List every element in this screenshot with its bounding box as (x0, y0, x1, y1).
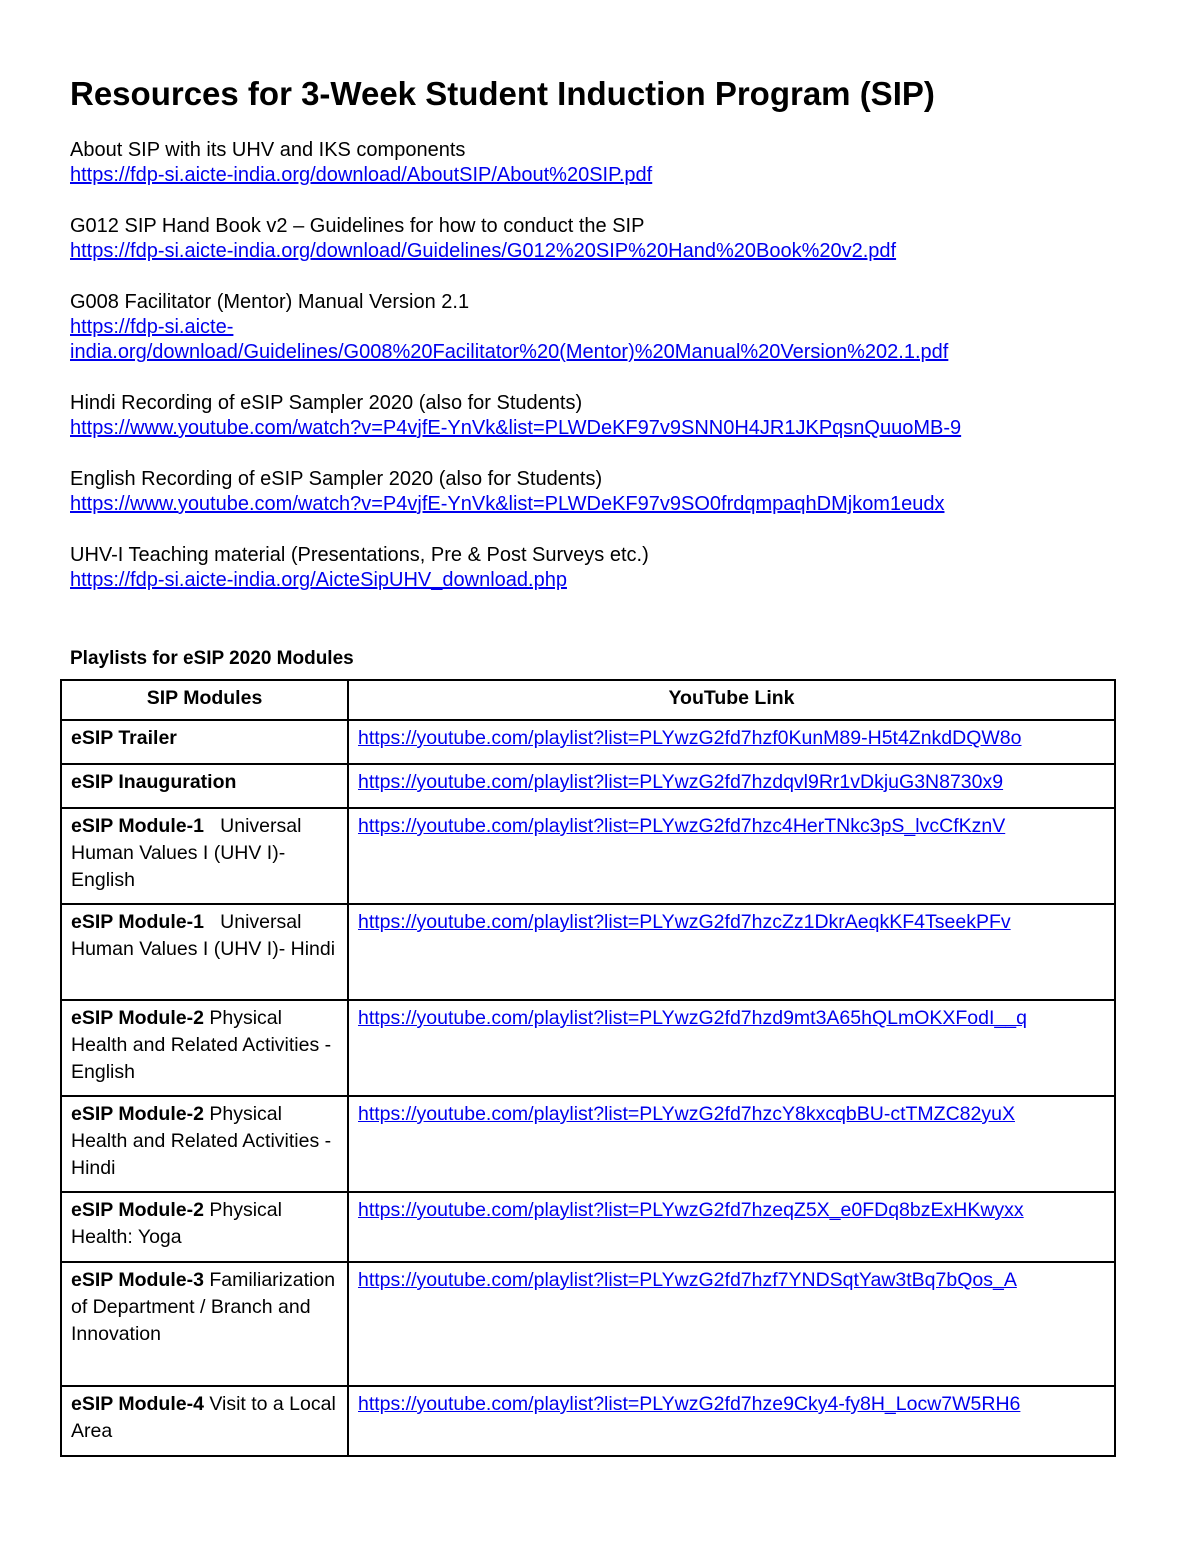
resource-link-line-2[interactable]: india.org/download/Guidelines/G008%20Facilitator%20(Mentor)%20Manual%20Version%202.1.pdf (70, 341, 949, 363)
module-description: Physical Health: Yoga (71, 1199, 288, 1248)
link-cell (348, 1262, 1115, 1386)
resource-title: About SIP with its UHV and IKS components (70, 139, 466, 161)
resource-link[interactable]: https://fdp-si.aicte-india.org/download/AboutSIP/About%20SIP.pdf (70, 164, 653, 186)
module-name: eSIP Inauguration (71, 771, 237, 793)
resource-link-line-1[interactable]: https://fdp-si.aicte- (70, 316, 234, 338)
module-name: eSIP Module-1 (71, 911, 204, 933)
resource-handbook (70, 214, 1130, 264)
link-cell (348, 1386, 1115, 1456)
table-row (61, 764, 1115, 808)
resource-about-sip (70, 138, 1130, 188)
module-cell (61, 720, 348, 764)
link-cell (348, 1096, 1115, 1192)
module-cell (61, 764, 348, 808)
module-cell (61, 1262, 348, 1386)
link-cell (348, 808, 1115, 904)
module-cell (61, 1096, 348, 1192)
module-name: eSIP Module-2 (71, 1103, 204, 1125)
playlist-link[interactable]: https://youtube.com/playlist?list=PLYwzG2fd7hze9Cky4-fy8H_Locw7W5RH6 (358, 1393, 1021, 1415)
module-description: Familiarization of Department / Branch and Innovation (71, 1269, 341, 1345)
resource-title: G008 Facilitator (Mentor) Manual Version 2.1 (70, 291, 470, 313)
link-cell (348, 1192, 1115, 1262)
resource-uhv-material (70, 543, 1130, 593)
module-name: eSIP Module-2 (71, 1007, 204, 1029)
playlist-link[interactable]: https://youtube.com/playlist?list=PLYwzG2fd7hzcZz1DkrAeqkKF4TseekPFv (358, 911, 1011, 933)
table-row (61, 1192, 1115, 1262)
module-name: eSIP Trailer (71, 727, 177, 749)
table-row (61, 1262, 1115, 1386)
link-cell (348, 904, 1115, 1000)
resource-title: UHV-I Teaching material (Presentations, Pre & Post Surveys etc.) (70, 544, 649, 566)
table-row (61, 720, 1115, 764)
module-cell (61, 1000, 348, 1096)
module-description: Physical Health and Related Activities - English (71, 1007, 337, 1083)
module-name: eSIP Module-1 (71, 815, 204, 837)
link-cell (348, 764, 1115, 808)
resource-title: G012 SIP Hand Book v2 – Guidelines for how to conduct the SIP (70, 215, 645, 237)
resource-title: Hindi Recording of eSIP Sampler 2020 (also for Students) (70, 392, 583, 414)
module-description: Universal Human Values I (UHV I)- English (71, 815, 307, 891)
playlists-table (60, 679, 1116, 1457)
module-description: Physical Health and Related Activities - Hindi (71, 1103, 337, 1179)
playlists-heading: Playlists for eSIP 2020 Modules (70, 648, 354, 669)
playlist-link[interactable]: https://youtube.com/playlist?list=PLYwzG2fd7hzd9mt3A65hQLmOKXFodI__q (358, 1007, 1027, 1029)
table-row (61, 904, 1115, 1000)
resource-link[interactable]: https://www.youtube.com/watch?v=P4vjfE-YnVk&list=PLWDeKF97v9SO0frdqmpaqhDMjkom1eudx (70, 493, 945, 515)
playlist-link[interactable]: https://youtube.com/playlist?list=PLYwzG2fd7hzcY8kxcqbBU-ctTMZC82yuX (358, 1103, 1015, 1125)
column-header-modules: SIP Modules (61, 680, 348, 720)
playlist-link[interactable]: https://youtube.com/playlist?list=PLYwzG2fd7hzc4HerTNkc3pS_lvcCfKznV (358, 815, 1006, 837)
module-name: eSIP Module-3 (71, 1269, 204, 1291)
module-cell (61, 808, 348, 904)
playlist-link[interactable]: https://youtube.com/playlist?list=PLYwzG2fd7hzeqZ5X_e0FDq8bzExHKwyxx (358, 1199, 1024, 1221)
table-header-row (61, 680, 1115, 720)
resource-link[interactable]: https://www.youtube.com/watch?v=P4vjfE-YnVk&list=PLWDeKF97v9SNN0H4JR1JKPqsnQuuoMB-9 (70, 417, 962, 439)
resource-facilitator-manual (70, 290, 1130, 365)
resource-link[interactable]: https://fdp-si.aicte-india.org/download/Guidelines/G012%20SIP%20Hand%20Book%20v2.pdf (70, 240, 897, 262)
module-name: eSIP Module-4 (71, 1393, 204, 1415)
table-row (61, 808, 1115, 904)
table-row (61, 1386, 1115, 1456)
link-cell (348, 720, 1115, 764)
module-description: Visit to a Local Area (71, 1393, 341, 1442)
module-name: eSIP Module-2 (71, 1199, 204, 1221)
page-title: Resources for 3-Week Student Induction Program (SIP) (70, 75, 935, 112)
resource-link[interactable]: https://fdp-si.aicte-india.org/AicteSipUHV_download.php (70, 569, 567, 591)
module-cell (61, 1192, 348, 1262)
playlist-link[interactable]: https://youtube.com/playlist?list=PLYwzG2fd7hzf0KunM89-H5t4ZnkdDQW8o (358, 727, 1022, 749)
module-description: Universal Human Values I (UHV I)- Hindi (71, 911, 336, 960)
module-cell (61, 1386, 348, 1456)
playlist-link[interactable]: https://youtube.com/playlist?list=PLYwzG2fd7hzf7YNDSqtYaw3tBq7bQos_A (358, 1269, 1017, 1291)
resource-title: English Recording of eSIP Sampler 2020 (also for Students) (70, 468, 603, 490)
playlist-link[interactable]: https://youtube.com/playlist?list=PLYwzG2fd7hzdqvl9Rr1vDkjuG3N8730x9 (358, 771, 1004, 793)
table-row (61, 1000, 1115, 1096)
table-row (61, 1096, 1115, 1192)
module-cell (61, 904, 348, 1000)
column-header-youtube: YouTube Link (348, 680, 1115, 720)
link-cell (348, 1000, 1115, 1096)
resource-english-recording (70, 467, 1130, 517)
document-page (70, 74, 1130, 671)
resource-hindi-recording (70, 391, 1130, 441)
